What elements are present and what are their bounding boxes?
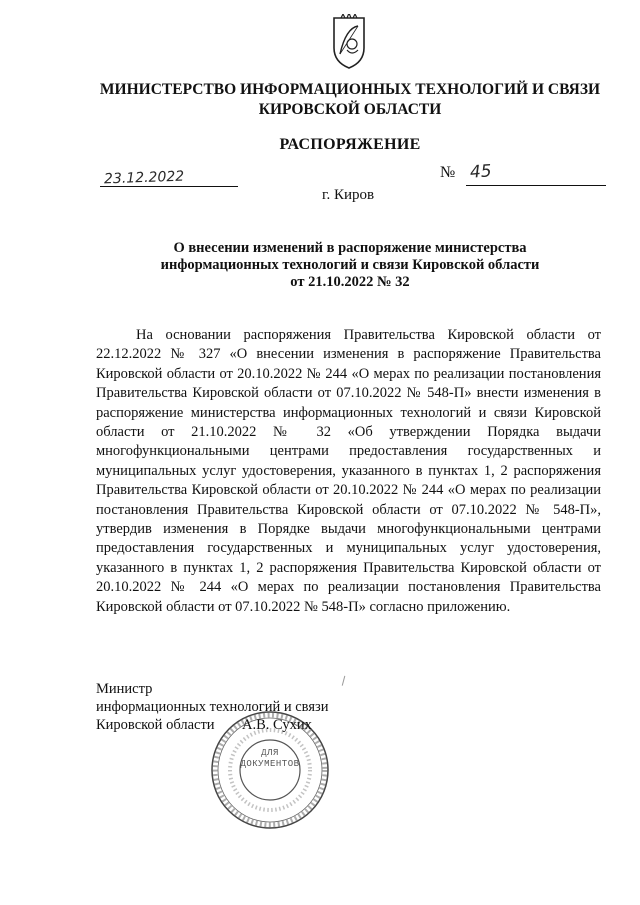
number-underline — [466, 185, 606, 186]
pen-mark — [342, 676, 347, 686]
document-subject — [70, 240, 630, 291]
signer-name: А.В. Сухих — [242, 717, 312, 733]
ministry-name-line2: КИРОВСКОЙ ОБЛАСТИ — [258, 101, 442, 118]
signer-position: информационных технологий и связи — [96, 699, 329, 715]
signer-position: Кировской области — [96, 717, 215, 733]
seal-inner-line: ДЛЯ — [261, 748, 279, 758]
date-underline — [100, 186, 238, 187]
seal-inner-line: ДОКУМЕНТОВ — [240, 759, 300, 769]
document-type-title: РАСПОРЯЖЕНИЕ — [279, 136, 421, 153]
signer-position: Министр — [96, 681, 153, 697]
subject-line: О внесении изменений в распоряжение министерства — [173, 240, 527, 256]
body-paragraph: На основании распоряжения Правительства Кировской области от 22.12.2022 № 327 «О внесении изменения в распоряжение Правительства Кировской области от 20.10.2022 № 244 «О мерах по реализации постановления Правительства Кировской области от 07.10.2022 № 548-П» внести изменения в распоряжение министерства информационных технологий и связи Кировской области от 21.10.2022 № 32 «Об утверждении Порядка выдачи многофункциональными центрами предоставления государственных и муниципальных услуг удостоверения, указанного в пунктах 1, 2 распоряжения Правительства Кировской области от 20.10.2022 № 244 «О мерах по реализации постановления Правительства Кировской области от 07.10.2022 № 548-П», утвердив изменения в Порядке выдачи многофункциональными центрами предоставления государственных и муниципальных услуг удостоверения, указанного в пунктах 1, 2 распоряжения Правительства Кировской области от 20.10.2022 № 244 «О мерах по реализации постановления Правительства Кировской области от 07.10.2022 № 548-П» согласно приложению. — [96, 327, 601, 615]
document-date: 23.12.2022 — [103, 168, 185, 188]
seal-inner-text — [236, 748, 304, 770]
signature-block — [96, 680, 328, 734]
number-label: № — [440, 164, 456, 181]
kirov-coat-of-arms-icon — [328, 14, 370, 70]
subject-line: информационных технологий и связи Кировской области — [160, 257, 540, 273]
ministry-name-line1: МИНИСТЕРСТВО ИНФОРМАЦИОННЫХ ТЕХНОЛОГИЙ И СВЯЗИ — [99, 81, 601, 98]
city-label: г. Киров — [322, 187, 375, 203]
document-number: 45 — [469, 161, 493, 183]
subject-line: от 21.10.2022 № 32 — [290, 274, 410, 290]
signer-position-row — [96, 716, 328, 734]
